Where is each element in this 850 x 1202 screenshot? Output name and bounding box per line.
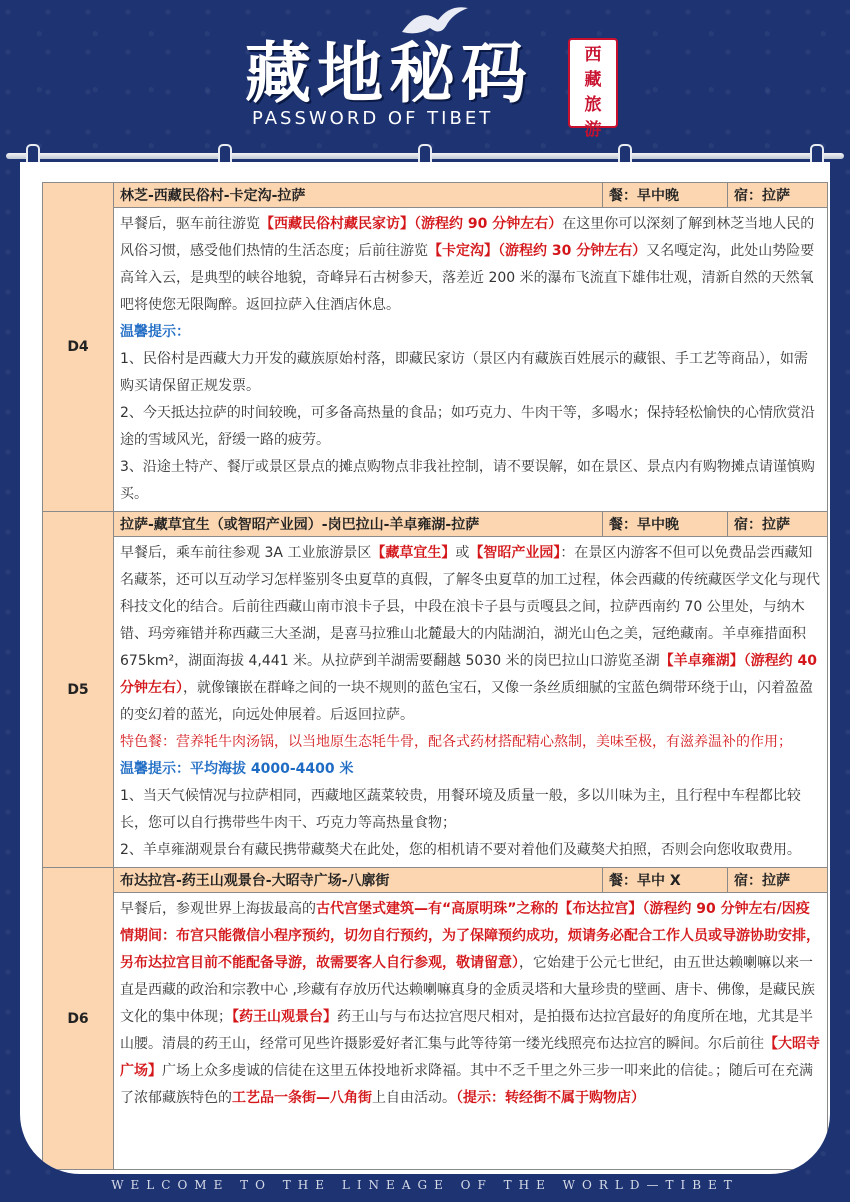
- tips-title: 温馨提示：平均海拔 4000-4400 米: [120, 761, 354, 777]
- tip-item: 2、今天抵达拉萨的时间较晚，可多备高热量的食品；如巧克力、牛肉干等，多喝水；保持轻松愉快的心情欣赏沿途的雪域风光，舒缓一路的疲劳。: [120, 405, 815, 448]
- description-segment: 早餐后，乘车前往参观 3A 工业旅游景区: [120, 545, 372, 561]
- day-description: [114, 893, 828, 1170]
- description-paragraph: [120, 211, 821, 319]
- description-segment: 早餐后，驱车前往游览: [120, 216, 260, 232]
- day-header-row: [43, 183, 828, 208]
- description-segment: （提示：转经街不属于购物店）: [456, 1090, 645, 1106]
- description-segment: ：在景区内游客不但可以免费品尝西藏知名藏茶，还可以互动学习怎样鉴别冬虫夏草的真假，了解冬虫夏草的加工过程，体会西藏的传统藏医学文化与现代科技文化的结合。后前往西藏山南市浪卡子县，中段在浪卡子县与贡嘎县之间，拉萨西南约 70 公里处，与纳木错、玛旁雍错并称西藏三大圣湖，是喜马拉雅山北麓最大的内陆湖泊，湖光山色之美，冠绝藏南。羊卓雍措面积 675km²，湖面海拔 4,441 米。从拉萨到羊湖需要翻越 5030 米的岗巴拉山口游览圣湖: [120, 545, 820, 669]
- logo-title-en: PASSWORD OF TIBET: [252, 108, 494, 129]
- meals-info: 餐：早中 X: [603, 868, 728, 893]
- tip-item: 2、羊卓雍湖观景台有藏民携带藏獒犬在此处，您的相机请不要对着他们及藏獒犬拍照，否则会向您收取费用。: [120, 842, 801, 858]
- day-header-row: [43, 512, 828, 537]
- day-description: [114, 537, 828, 868]
- day-label: D6: [43, 868, 114, 1170]
- description-segment: 【大昭寺广场】: [120, 1036, 820, 1079]
- stay-info: 宿：拉萨: [728, 183, 828, 208]
- day-description: [114, 208, 828, 512]
- description-segment: 古代宫堡式建筑—有“高原明珠”之称的: [316, 901, 559, 917]
- description-segment: 药王山与与布达拉宫咫尺相对，是拍摄布达拉宫最好的角度所在地，尤其是半山腰。清晨的药王山，经常可见些许摄影爱好者汇集与此等待第一缕光线照亮布达拉宫的瞬间。尔后前往: [120, 1009, 813, 1052]
- seal-stamp: 西 藏 旅 游: [568, 38, 618, 128]
- description-segment: ，就像镶嵌在群峰之间的一块不规则的蓝色宝石，又像一条丝质细腻的宝蓝色绸带环绕于山，闪着盈盈的变幻着的蓝光，向远处伸展着。后返回拉萨。: [120, 680, 813, 723]
- description-segment: 【藏草宜生】: [371, 545, 456, 561]
- special-meal: 特色餐：营养牦牛肉汤锅，以当地原生态牦牛骨，配各式药材搭配精心熬制，美味至极，有滋养温补的作用；: [120, 734, 792, 750]
- description-paragraph: [120, 540, 821, 729]
- description-segment: 【卡定沟】（游程约 30 分钟左右）: [428, 243, 647, 259]
- description-segment: 又名嘎定沟，此处山势险要高耸入云，是典型的峡谷地貌，奇峰异石古树参天，落差近 200 米的瀑布飞流直下雄伟壮观，清新自然的天然氧吧将使您无限陶醉。返回拉萨入住酒店休息。: [120, 243, 815, 313]
- description-segment: 【羊卓雍湖】（游程约 40 分钟左右）: [120, 653, 817, 696]
- itinerary-table: [42, 182, 828, 1170]
- day-label: D4: [43, 183, 114, 512]
- tip-item: 1、当天气候情况与拉萨相同，西藏地区蔬菜较贵，用餐环境及质量一般，多以川味为主，且行程中车程都比较长，您可以自行携带些牛肉干、巧克力等高热量食物；: [120, 788, 801, 831]
- description-segment: ，它始建于公元七世纪，由五世达赖喇嘛以来一直是西藏的政治和宗教中心 ,珍藏有存放历代达赖喇嘛真身的金质灵塔和大量珍贵的壁画、唐卡、佛像，是藏民族文化的集中体现；: [120, 955, 815, 1025]
- route-title: 拉萨-藏草宜生（或智昭产业园）-岗巴拉山-羊卓雍湖-拉萨: [114, 512, 603, 537]
- tip-item: 1、民俗村是西藏大力开发的藏族原始村落，即藏民家访（景区内有藏族百姓展示的藏银、手工艺等商品），如需购买请保留正规发票。: [120, 351, 808, 394]
- tip-item: 3、沿途土特产、餐厅或景区景点的摊点购物点非我社控制，请不要误解，如在景区、景点内有购物摊点请谨慎购买。: [120, 459, 815, 502]
- route-title: 林芝-西藏民俗村-卡定沟-拉萨: [114, 183, 603, 208]
- description-segment: 上自由活动。: [372, 1090, 456, 1106]
- description-segment: 早餐后，参观世界上海拔最高的: [120, 901, 316, 917]
- description-segment: 【药王山观景台】: [232, 1009, 337, 1025]
- logo-title-cn: 藏地秘码: [245, 34, 533, 112]
- description-segment: 或: [455, 545, 470, 561]
- meals-info: 餐：早中晚: [603, 183, 728, 208]
- description-segment: 【西藏民俗村藏民家访】（游程约 90 分钟左右）: [260, 216, 563, 232]
- day-label: D5: [43, 512, 114, 868]
- description-segment: 【智昭产业园】: [469, 545, 561, 561]
- description-segment: 【布达拉宫】（游程约 90 分钟左右/因疫情期间：布宫只能微信小程序预约，切勿自行预约，为了保障预约成功，烦请务必配合工作人员或导游协助安排，另布达拉宫目前不能配备导游，故需要客人自行参观，敬请留意）: [120, 901, 820, 971]
- meals-info: 餐：早中晚: [603, 512, 728, 537]
- route-title: 布达拉宫-药王山观景台-大昭寺广场-八廓街: [114, 868, 603, 893]
- description-paragraph: [120, 896, 821, 1112]
- itinerary-page: [20, 162, 830, 1174]
- stay-info: 宿：拉萨: [728, 512, 828, 537]
- footer-slogan: WELCOME TO THE LINEAGE OF THE WORLD—TIBET: [111, 1178, 739, 1192]
- day-body-row: [43, 893, 828, 1170]
- day-body-row: [43, 537, 828, 868]
- day-header-row: [43, 868, 828, 893]
- tips-title: 温馨提示：: [120, 324, 190, 340]
- day-body-row: [43, 208, 828, 512]
- description-segment: 工艺品一条街—八角街: [232, 1090, 372, 1106]
- description-segment: 广场上众多虔诚的信徒在这里五体投地祈求降福。其中不乏千里之外三步一叩来此的信徒。；随后可在充满了浓郁藏族特色的: [120, 1063, 813, 1106]
- stay-info: 宿：拉萨: [728, 868, 828, 893]
- header: [0, 0, 850, 150]
- description-segment: 在这里你可以深刻了解到林芝当地人民的风俗习惯，感受他们热情的生活态度；后前往游览: [120, 216, 815, 259]
